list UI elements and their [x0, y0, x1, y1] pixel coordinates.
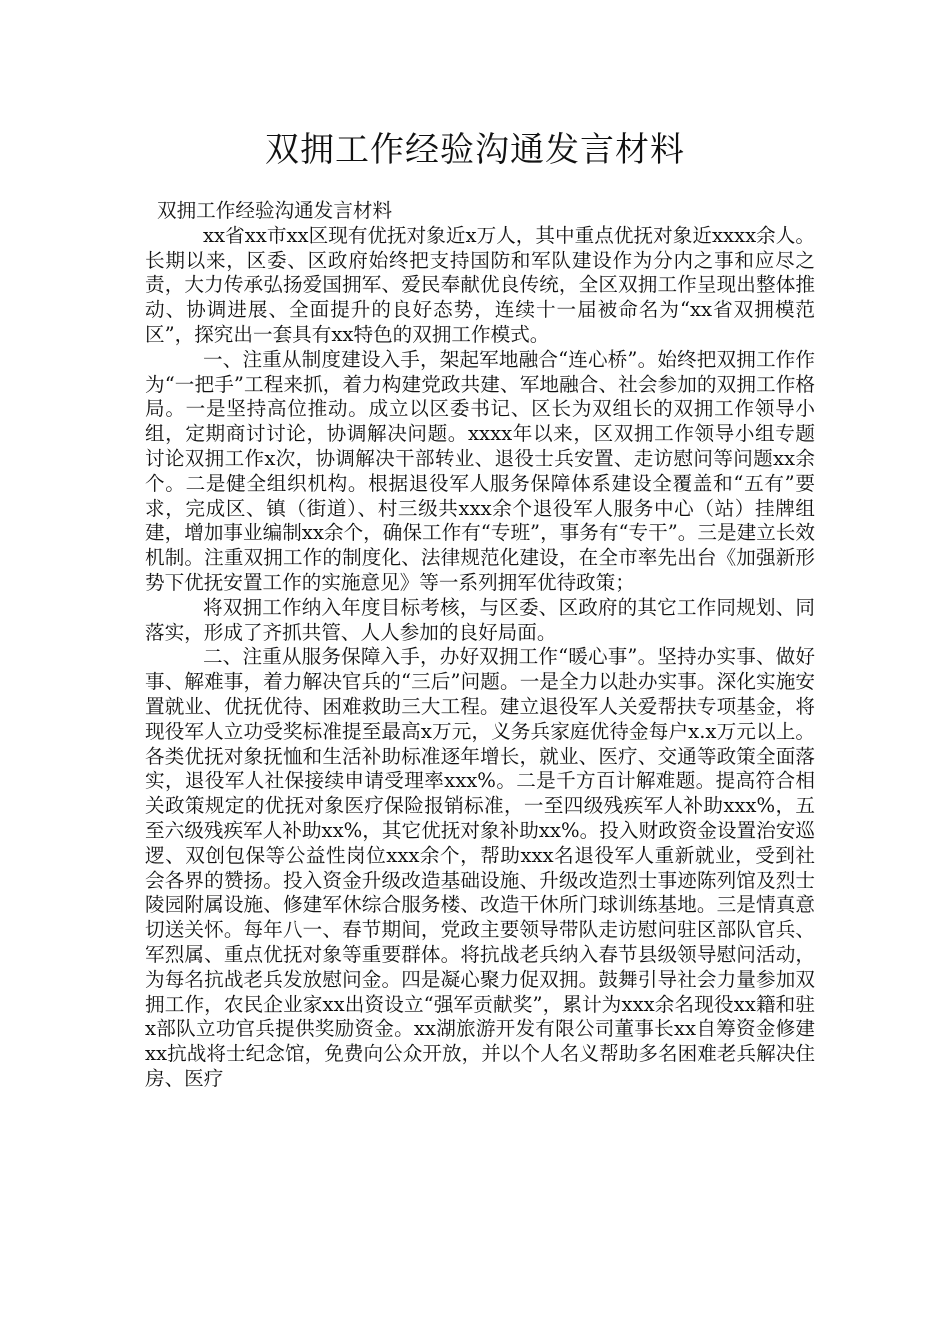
- paragraph-intro: xx省xx市xx区现有优抚对象近x万人，其中重点优抚对象近xxxx余人。长期以来，区委、区政府始终把支持国防和军队建设作为分内之事和应尽之责，大力传承弘扬爱国拥军、爱民奉献优良传统，全区双拥工作呈现出整体推动、协调进展、全面提升的良好态势，连续十一届被命名为“xx省双拥模范区”，探究出一套具有xx特色的双拥工作模式。: [145, 223, 815, 346]
- document-title: 双拥工作经验沟通发言材料: [265, 130, 685, 170]
- paragraph-section-two: 二、注重从服务保障入手，办好双拥工作“暖心事”。坚持办实事、做好事、解难事，着力解决官兵的“三后”问题。一是全力以赴办实事。深化实施安置就业、优抚优待、困难救助三大工程。建立退役军人关爱帮扶专项基金，将现役军人立功受奖标准提至最高x万元，义务兵家庭优待金每户x.x万元以上。各类优抚对象抚恤和生活补助标准逐年增长，就业、医疗、交通等政策全面落实，退役军人社保接续申请受理率xxx%。二是千方百计解难题。提高符合相关政策规定的优抚对象医疗保险报销标准，一至四级残疾军人补助xxx%，五至六级残疾军人补助xx%，其它优抚对象补助xx%。投入财政资金设置治安巡逻、双创包保等公益性岗位xxx余个，帮助xxx名退役军人重新就业，受到社会各界的赞扬。投入资金升级改造基础设施、升级改造烈士事迹陈列馆及烈士陵园附属设施、修建军休综合服务楼、改造干休所门球训练基地。三是情真意切送关怀。每年八一、春节期间，党政主要领导带队走访慰问驻区部队官兵、军烈属、重点优抚对象等重要群体。将抗战老兵纳入春节县级领导慰问活动，为每名抗战老兵发放慰问金。四是凝心聚力促双拥。鼓舞引导社会力量参加双拥工作，农民企业家xx出资设立“强军贡献奖”，累计为xxx余名现役xx籍和驻x部队立功官兵提供奖励资金。xx湖旅游开发有限公司董事长xx自筹资金修建xx抗战将士纪念馆，免费向公众开放，并以个人名义帮助多名困难老兵解决住房、医疗: [145, 645, 815, 1090]
- paragraph-section-one-continued: 将双拥工作纳入年度目标考核，与区委、区政府的其它工作同规划、同落实，形成了齐抓共管、人人参加的良好局面。: [145, 595, 815, 644]
- document-subtitle: 双拥工作经验沟通发言材料: [157, 199, 393, 222]
- document-body: [145, 199, 815, 1092]
- paragraph-section-one: 一、注重从制度建设入手，架起军地融合“连心桥”。始终把双拥工作作为“一把手”工程来抓，着力构建党政共建、军地融合、社会参加的双拥工作格局。一是坚持高位推动。成立以区委书记、区长为双组长的双拥工作领导小组，定期商讨讨论，协调解决问题。xxxx年以来，区双拥工作领导小组专题讨论双拥工作x次，协调解决干部转业、退役士兵安置、走访慰问等问题xx余个。二是健全组织机构。根据退役军人服务保障体系建设全覆盖和“五有”要求，完成区、镇（街道）、村三级共xxx余个退役军人服务中心（站）挂牌组建，增加事业编制xx余个，确保工作有“专班”，事务有“专干”。三是建立长效机制。注重双拥工作的制度化、法律规范化建设，在全市率先出台《加强新形势下优抚安置工作的实施意见》等一系列拥军优待政策；: [145, 347, 815, 594]
